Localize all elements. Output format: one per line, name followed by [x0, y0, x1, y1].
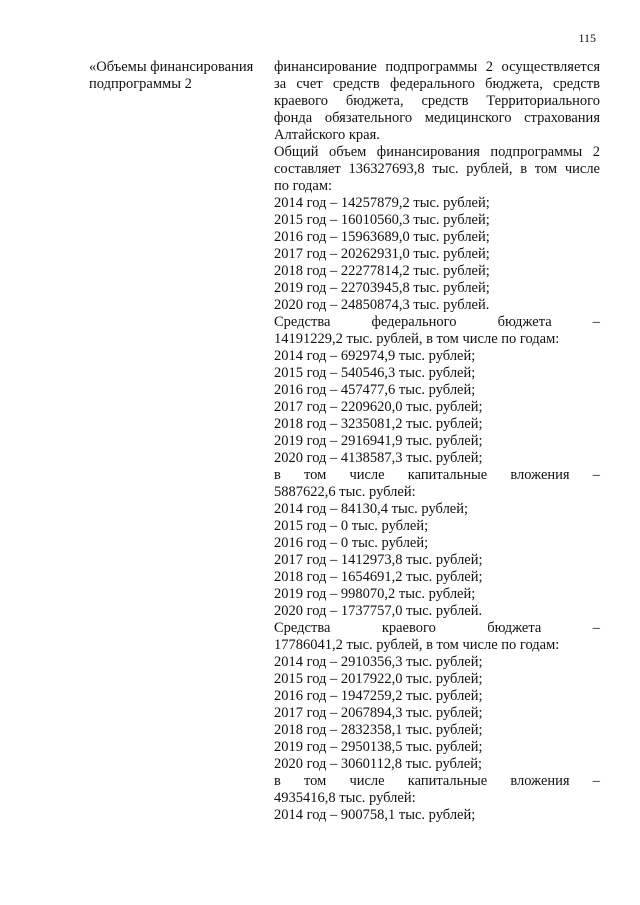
text-line: Средства федерального бюджета –	[274, 314, 600, 330]
section-label	[89, 59, 269, 93]
year-line: 2014 год – 84130,4 тыс. рублей;	[274, 501, 469, 517]
year-line: 2014 год – 692974,9 тыс. рублей;	[274, 348, 476, 364]
year-line: 2016 год – 0 тыс. рублей;	[274, 535, 429, 551]
section-label-line: подпрограммы 2	[89, 76, 192, 92]
year-line: 2019 год – 998070,2 тыс. рублей;	[274, 586, 476, 602]
text-line: 17786041,2 тыс. рублей, в том числе по годам:	[274, 637, 560, 653]
year-line: 2017 год – 2067894,3 тыс. рублей;	[274, 705, 483, 721]
financing-text	[274, 59, 600, 824]
year-line: 2015 год – 16010560,3 тыс. рублей;	[274, 212, 490, 228]
year-line: 2018 год – 3235081,2 тыс. рублей;	[274, 416, 483, 432]
year-line: 2014 год – 14257879,2 тыс. рублей;	[274, 195, 490, 211]
year-line: 2019 год – 2916941,9 тыс. рублей;	[274, 433, 483, 449]
year-line: 2020 год – 24850874,3 тыс. рублей.	[274, 297, 490, 313]
year-line: 2016 год – 457477,6 тыс. рублей;	[274, 382, 476, 398]
text-line: Средства краевого бюджета –	[274, 620, 600, 636]
text-line: Алтайского края.	[274, 127, 380, 143]
year-line: 2020 год – 1737757,0 тыс. рублей.	[274, 603, 483, 619]
page-number: 115	[578, 31, 596, 45]
year-line: 2017 год – 20262931,0 тыс. рублей;	[274, 246, 490, 262]
text-line: Общий объем финансирования подпрограммы 2	[274, 144, 600, 160]
year-line: 2016 год – 15963689,0 тыс. рублей;	[274, 229, 490, 245]
year-line: 2014 год – 2910356,3 тыс. рублей;	[274, 654, 483, 670]
year-line: 2020 год – 3060112,8 тыс. рублей;	[274, 756, 482, 772]
text-line: в том числе капитальные вложения –	[274, 467, 600, 483]
year-line: 2017 год – 1412973,8 тыс. рублей;	[274, 552, 483, 568]
section-label-line: «Объемы финансирования	[89, 59, 254, 75]
year-line: 2016 год – 1947259,2 тыс. рублей;	[274, 688, 483, 704]
text-line: финансирование подпрограммы 2 осуществляется	[274, 59, 600, 75]
text-line: 5887622,6 тыс. рублей:	[274, 484, 416, 500]
text-line: краевого бюджета, средств Территориального	[274, 93, 600, 109]
year-line: 2017 год – 2209620,0 тыс. рублей;	[274, 399, 483, 415]
year-line: 2019 год – 2950138,5 тыс. рублей;	[274, 739, 483, 755]
text-line: 4935416,8 тыс. рублей:	[274, 790, 416, 806]
year-line: 2019 год – 22703945,8 тыс. рублей;	[274, 280, 490, 296]
year-line: 2018 год – 22277814,2 тыс. рублей;	[274, 263, 490, 279]
year-line: 2015 год – 2017922,0 тыс. рублей;	[274, 671, 483, 687]
year-line: 2018 год – 2832358,1 тыс. рублей;	[274, 722, 483, 738]
year-line: 2020 год – 4138587,3 тыс. рублей;	[274, 450, 483, 466]
year-line: 2015 год – 540546,3 тыс. рублей;	[274, 365, 476, 381]
year-line: 2018 год – 1654691,2 тыс. рублей;	[274, 569, 483, 585]
year-line: 2015 год – 0 тыс. рублей;	[274, 518, 429, 534]
text-line: 14191229,2 тыс. рублей, в том числе по годам:	[274, 331, 560, 347]
text-line: составляет 136327693,8 тыс. рублей, в том числе	[274, 161, 600, 177]
text-line: фонда обязательного медицинского страхования	[274, 110, 600, 126]
year-line: 2014 год – 900758,1 тыс. рублей;	[274, 807, 476, 823]
text-line: за счет средств федерального бюджета, средств	[274, 76, 600, 92]
text-line: в том числе капитальные вложения –	[274, 773, 600, 789]
text-line: по годам:	[274, 178, 333, 194]
